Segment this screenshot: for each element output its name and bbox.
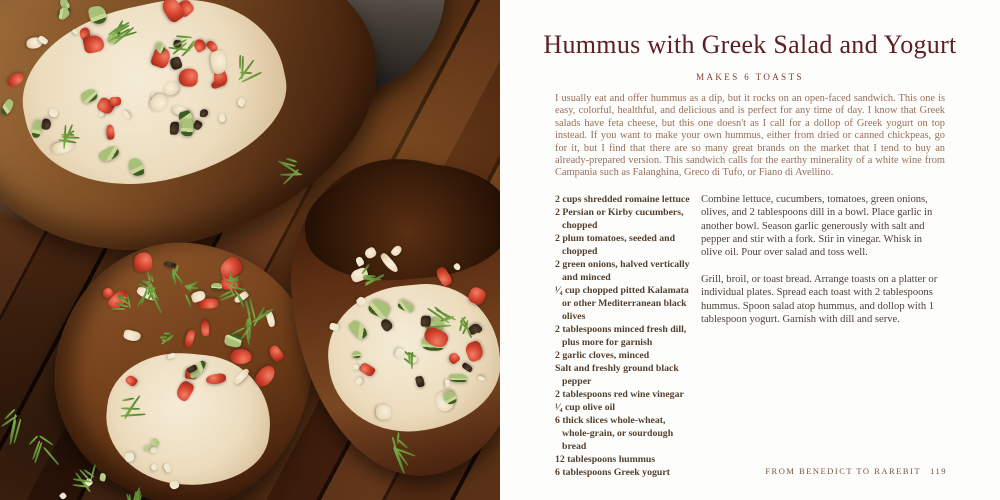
dill-sprig [164,332,171,334]
recipe-page [500,0,1000,500]
salad-chunk [420,315,430,327]
chapter-name: FROM BENEDICT TO RAREBIT [765,466,922,476]
toast-slice-3 [281,148,500,486]
method-paragraph-1: Combine lettuce, cucumbers, tomatoes, green onions, olives, and 2 tablespoons dill in a bowl. Place garlic in another bowl. Season garlic generously with salt and pepper and stir with a fork. Stir in vinegar. Whisk in olive oil. Pour over salad and toss well. [701,193,933,259]
recipe-title: Hummus with Greek Salad and Yogurt [543,30,957,59]
method [701,193,945,479]
ingredient-item: 12 tablespoons hummus [555,453,656,465]
page-number: 119 [930,466,947,476]
dill-sprig [239,55,241,69]
ingredient-item: 2 green onions, halved vertically and minced [555,258,690,283]
ingredients-list [555,193,701,479]
ingredient-item: 2 Persian or Kirby cucumbers, chopped [555,206,684,231]
ingredient-item: 2 cups shredded romaine lettuce [555,193,690,205]
salad-chunk [170,122,179,135]
dill-sprig [411,352,413,362]
toast-slice-2 [42,230,324,500]
ingredient-item: 2 plum tomatoes, seeded and chopped [555,232,676,257]
salad-chunk [124,452,134,462]
page-footer [765,466,947,476]
salad-chunk [110,97,121,106]
ingredient-item: 6 tablespoons Greek yogurt [555,466,670,478]
salad-chunk [376,404,392,420]
ingredient-item: 6 thick slices whole-wheat, whole-grain, or sourdough bread [555,414,674,452]
dill-sprig [162,339,170,341]
salad-chunk [177,68,197,87]
method-paragraph-2: Grill, broil, or toast bread. Arrange toasts on a platter or individual plates. Spread each toast with 2 tablespoons hummus. Spoon salad atop hummus, and dollop with 1 tablespoon yogurt. Garnish with dill and serve. [701,273,938,326]
ingredient-item: Salt and freshly ground black pepper [555,362,679,387]
ingredient-item: 2 tablespoons minced fresh dill, plus more for garnish [555,323,687,348]
salad-chunk [134,252,154,273]
salad-chunk [99,473,106,482]
ingredient-item: 2 tablespoons red wine vinegar [555,388,684,400]
salad-chunk [211,282,222,289]
salad-chunk [218,113,225,122]
salad-chunk [180,119,193,136]
ingredient-item: ¹⁄₄ cup olive oil [555,401,616,413]
recipe-intro: I usually eat and offer hummus as a dip, but it rocks on an open-faced sandwich. This one is easy, colorful, healthful, and delicious and is perfect for any time of day. I know that Greek salads have feta cheese, but this one doesn't as I call for a dollop of Greek yogurt on top instead. If you want to make your own hummus, either from dried or canned chickpeas, go for it, but I find that there are so many great brands on the market that I tend to buy an already-prepared version. This sandwich calls for the earthy minerality of a white wine from Campania such as Falanghina, Greco di Tufo, or Fiano di Avellino. [555,93,945,179]
ingredient-item: 2 garlic cloves, minced [555,349,650,361]
salad-chunk [449,374,467,382]
recipe-columns [555,193,945,479]
salad-chunk [352,363,358,369]
dill-sprig [142,281,150,283]
salad-chunk [201,320,209,336]
salad-chunk [150,447,157,454]
recipe-yield: MAKES 6 TOASTS [696,72,804,82]
ingredient-item: ¹⁄₄ cup chopped pitted Kalamata or other Mediterranean black olives [555,284,689,322]
salad-chunk [445,379,450,387]
salad-chunk [230,348,252,364]
salad-chunk [105,124,114,139]
